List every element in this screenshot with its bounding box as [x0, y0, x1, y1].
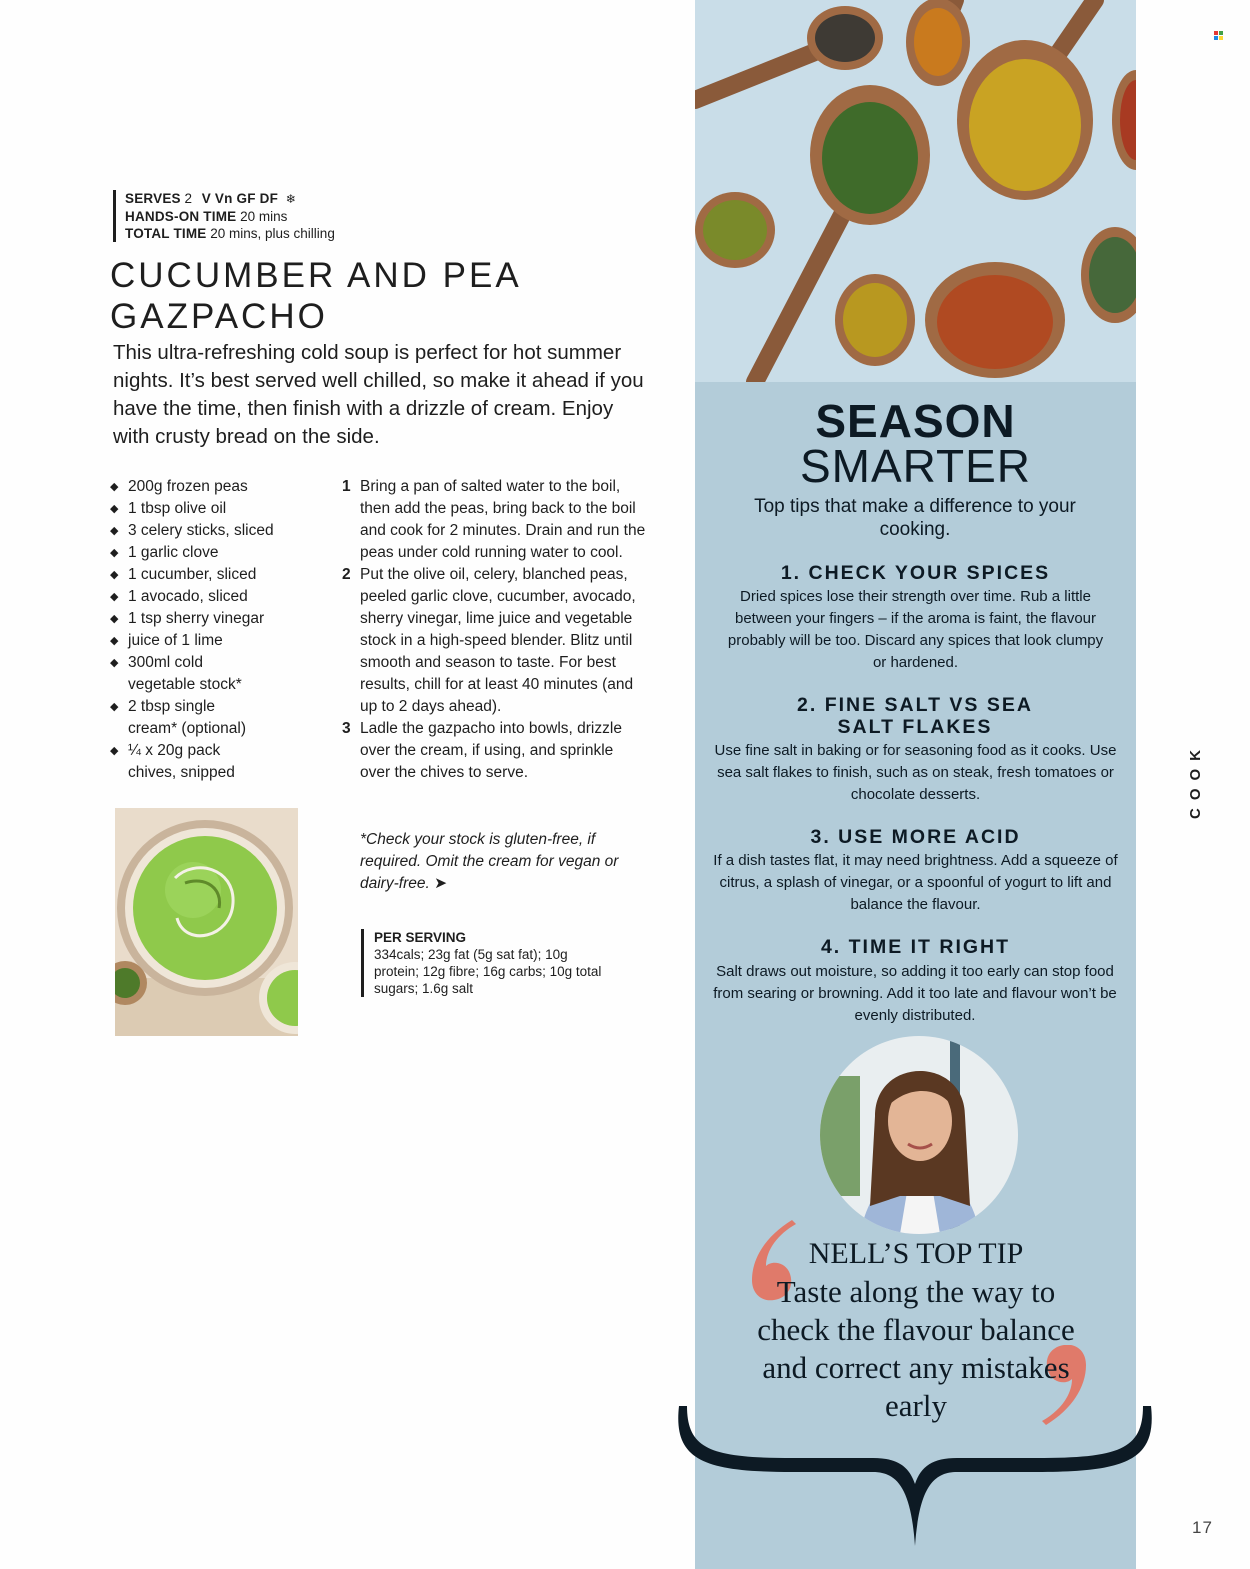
ingredient-item: ◆ 300ml cold vegetable stock*: [110, 652, 268, 696]
tip-body: Use fine salt in baking or for seasoning food as it cooks. Use sea salt flakes to finish, such as on steak, fresh tomatoes or chocolate desserts.: [714, 742, 1117, 803]
color-registration-icon: [1214, 31, 1223, 40]
recipe-title: [110, 255, 670, 337]
tip-body: Dried spices lose their strength over time. Rub a little between your fingers – if the aroma is faint, the flavour probably will be too. Discard any spices that look clumpy or hardened.: [727, 588, 1104, 671]
title-line-2: GAZPACHO: [110, 297, 328, 336]
method-note: [360, 829, 650, 895]
ingredient-item: ◆ 1 garlic clove: [110, 542, 325, 564]
ingredient-item: ◆ 1 avocado, sliced: [110, 586, 325, 608]
curly-brace-ornament: [673, 1400, 1157, 1550]
title-line-1: CUCUMBER AND PEA: [110, 256, 522, 295]
method-step: [342, 718, 647, 784]
tip-heading: 4. TIME IT RIGHT: [820, 936, 1011, 958]
step-text: Ladle the gazpacho into bowls, drizzle over the cream, if using, and sprinkle over the chives to serve.: [360, 720, 622, 781]
step-text: Put the olive oil, celery, blanched peas, peeled garlic clove, cucumber, avocado, sherry vinegar, lime juice and vegetable stock in a high-speed blender. Blitz until smooth and season to taste. For best results, chill for at least 40 minutes (and up to 2 days ahead).: [360, 566, 636, 715]
section-label: [1185, 742, 1203, 819]
sidebar-title-secondary: SMARTER: [799, 440, 1032, 492]
recipe-meta: [113, 190, 335, 242]
ingredients-list: [110, 476, 325, 784]
recipe-intro: This ultra-refreshing cold soup is perfect for hot summer nights. It’s best served well chilled, so make it ahead if you have the time, then finish with a drizzle of cream. Enjoy with crusty bread on the side.: [113, 341, 644, 448]
ingredient-item: ◆ 1 tbsp olive oil: [110, 498, 325, 520]
tip-heading: 2. FINE SALT VS SEA SALT FLAKES: [797, 694, 1033, 738]
total-value: 20 mins, plus chilling: [210, 226, 335, 241]
nutrition-box: [361, 929, 614, 997]
diet-tags: V Vn GF DF: [201, 191, 279, 206]
page-number: 17: [1192, 1518, 1213, 1537]
ingredient-item: ◆ 2 tbsp single cream* (optional): [110, 696, 268, 740]
serves-label: SERVES: [125, 191, 181, 206]
step-number: 1: [342, 478, 351, 495]
snowflake-icon: ❄: [285, 192, 296, 206]
ingredient-item: ◆ 1 cucumber, sliced: [110, 564, 325, 586]
quote-body: Taste along the way to check the flavour balance and correct any mistakes early: [757, 1274, 1075, 1423]
method-note-text: *Check your stock is gluten-free, if required. Omit the cream for vegan or dairy-free.: [360, 831, 619, 892]
method-list: [342, 476, 647, 784]
nutrition-heading: PER SERVING: [374, 930, 467, 945]
step-number: 3: [342, 720, 351, 737]
tip-body: Salt draws out moisture, so adding it too early can stop food from searing or browning. Add it too late and flavour won’t be evenly distributed.: [713, 963, 1117, 1024]
soup-bowl-photo: [115, 808, 298, 1036]
quote-title: NELL’S TOP TIP: [808, 1237, 1024, 1270]
method-step: [342, 564, 647, 718]
tip-body: If a dish tastes flat, it may need brightness. Add a squeeze of citrus, a splash of vinegar, or a spoonful of yogurt to lift and balance the flavour.: [713, 852, 1118, 913]
ingredient-item: ◆ 3 celery sticks, sliced: [110, 520, 325, 542]
spice-spoons-photo: [695, 0, 1136, 382]
ingredient-item: ◆ ¼ x 20g pack chives, snipped: [110, 740, 268, 784]
handson-line: [125, 208, 335, 225]
handson-value: 20 mins: [240, 209, 288, 224]
method-step: [342, 476, 647, 564]
nutrition-text: 334cals; 23g fat (5g sat fat); 10g protein; 12g fibre; 16g carbs; 10g total sugars; 1.6g salt: [374, 947, 602, 996]
arrow-icon: ➤: [434, 875, 448, 892]
section-label-text: COOK: [1187, 742, 1204, 819]
handson-label: HANDS-ON TIME: [125, 209, 237, 224]
sidebar-title: SEASON: [815, 395, 1016, 447]
total-label: TOTAL TIME: [125, 226, 207, 241]
serves-value: 2: [184, 191, 193, 206]
ingredient-item: ◆ 1 tsp sherry vinegar: [110, 608, 325, 630]
ingredient-item: ◆ juice of 1 lime: [110, 630, 325, 652]
tip-heading: 3. USE MORE ACID: [810, 826, 1021, 848]
ingredient-item: ◆ 200g frozen peas: [110, 476, 325, 498]
sidebar-subtitle: Top tips that make a difference to your cooking.: [754, 496, 1076, 540]
step-number: 2: [342, 566, 351, 583]
author-portrait: [820, 1036, 1018, 1234]
tip-heading: 1. CHECK YOUR SPICES: [780, 562, 1051, 584]
serves-line: [125, 190, 335, 208]
step-text: Bring a pan of salted water to the boil, then add the peas, bring back to the boil and cook for 2 minutes. Drain and run the peas under cold running water to cool.: [360, 478, 646, 561]
total-line: [125, 225, 335, 242]
